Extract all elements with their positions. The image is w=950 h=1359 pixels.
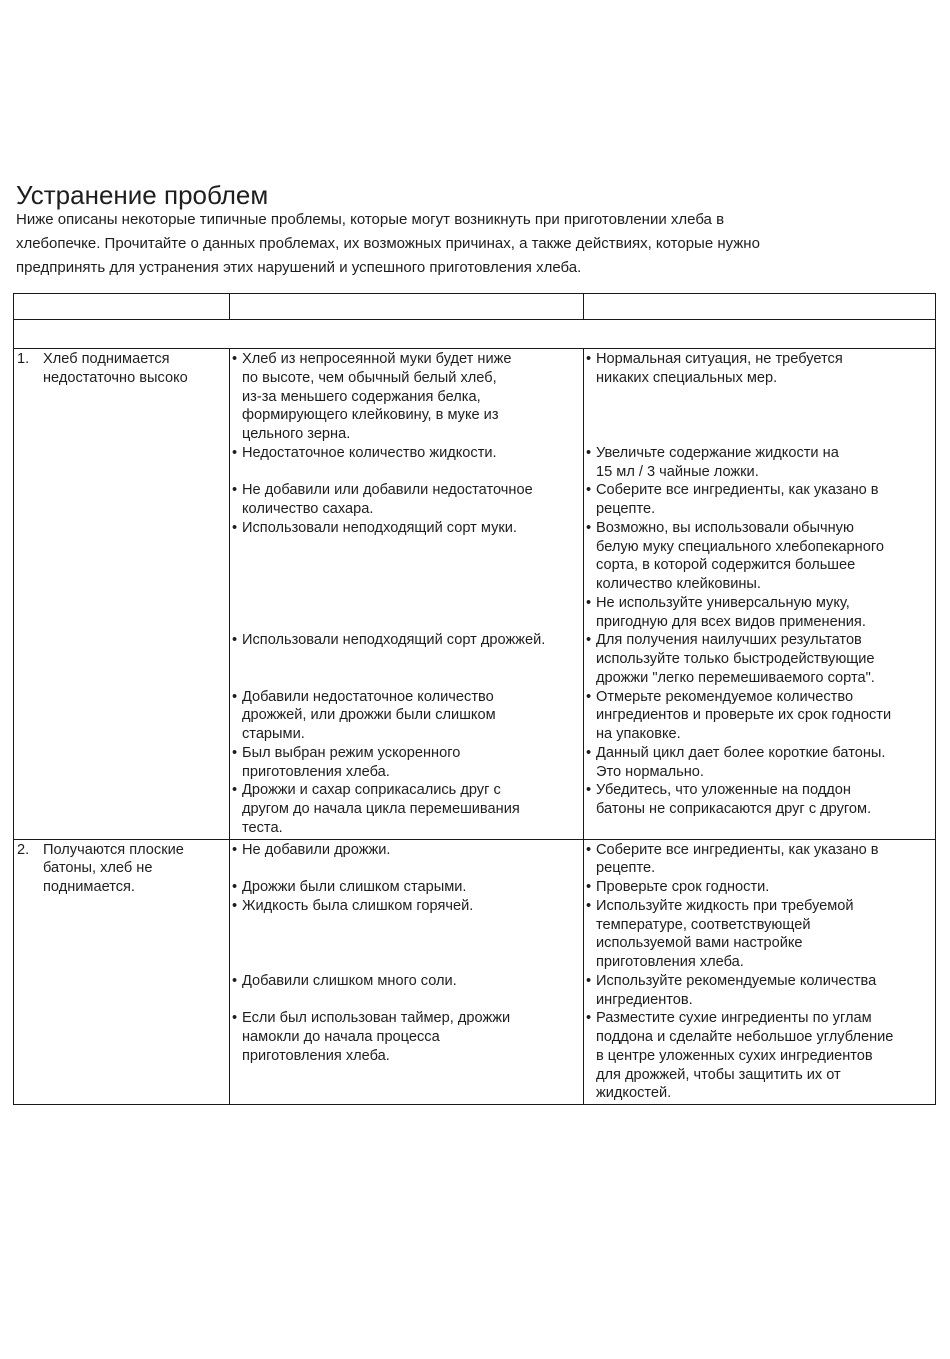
intro-line: предпринять для устранения этих нарушений и успешного приготовления хлеба.	[16, 259, 582, 276]
bullet: •	[232, 897, 238, 914]
item-text	[596, 631, 935, 687]
item-text	[242, 519, 583, 538]
item-text	[242, 744, 583, 782]
cause-item	[232, 972, 583, 991]
solution-item	[586, 781, 935, 819]
item-text	[596, 781, 935, 819]
bullet: •	[586, 972, 592, 989]
item-text	[596, 594, 935, 632]
bullet: •	[586, 632, 592, 649]
item-text	[596, 744, 935, 782]
table-row	[14, 349, 936, 840]
bullet: •	[586, 482, 592, 499]
bullet: •	[586, 897, 592, 914]
item-line: Использовали неподходящий сорт дрожжей.	[242, 632, 546, 649]
solution-item	[586, 594, 935, 632]
table-section-row	[14, 320, 936, 349]
item-line: приготовления хлеба.	[596, 954, 744, 970]
item-line: используемой вами настройке	[596, 935, 803, 952]
cause-item	[232, 481, 583, 519]
spacer	[232, 650, 583, 688]
item-line: Это нормально.	[596, 763, 704, 780]
item-text	[242, 631, 583, 650]
intro-line: хлебопечке. Прочитайте о данных проблемах, их возможных причинах, а также действиях, которые нужно	[16, 235, 760, 252]
item-line: Не добавили или добавили недостаточное	[242, 482, 533, 499]
solution-item	[586, 841, 935, 879]
bullet: •	[586, 879, 592, 895]
item-line: на упаковке.	[596, 726, 681, 742]
solution-item	[586, 972, 935, 1010]
bullet: •	[232, 841, 238, 858]
problem-text	[43, 350, 229, 388]
spacer	[232, 538, 583, 632]
bullet: •	[232, 444, 238, 461]
item-text	[596, 897, 935, 972]
solution-item	[586, 688, 935, 744]
bullet: •	[586, 594, 592, 611]
item-line: Возможно, вы использовали обычную	[596, 519, 854, 536]
item-line: Дрожжи и сахар соприкасались друг с	[242, 782, 501, 799]
item-line: в центре уложенных сухих ингредиентов	[596, 1047, 873, 1064]
cause-item	[232, 897, 583, 916]
bullet: •	[586, 744, 592, 761]
item-text	[242, 481, 583, 519]
item-line: Не используйте универсальную муку,	[596, 594, 850, 611]
item-line: формирующего клейковину, в муке из	[242, 407, 499, 424]
bullet: •	[232, 1010, 238, 1027]
intro-paragraph	[16, 208, 931, 280]
item-text	[242, 1009, 583, 1065]
cause-item	[232, 444, 583, 463]
bullet: •	[232, 519, 238, 536]
bullet: •	[232, 782, 238, 799]
bullet: •	[586, 519, 592, 536]
item-line: поддона и сделайте небольшое углубление	[596, 1029, 894, 1045]
cause-item	[232, 350, 583, 444]
item-line: Использовали неподходящий сорт муки.	[242, 519, 517, 536]
problem-line: недостаточно высоко	[43, 369, 188, 386]
item-line: Добавили слишком много соли.	[242, 972, 457, 989]
solutions-cell	[584, 839, 936, 1105]
item-text	[242, 781, 583, 837]
item-line: белую муку специального хлебопекарного	[596, 538, 884, 555]
header-cell-solution	[584, 294, 936, 320]
item-line: пригодную для всех видов применения.	[596, 613, 866, 630]
problem-number: 1.	[17, 351, 30, 367]
item-text	[242, 841, 583, 860]
item-line: Для получения наилучших результатов	[596, 632, 862, 649]
spacer	[586, 388, 935, 444]
item-line: Отмерьте рекомендуемое количество	[596, 688, 854, 705]
cause-item	[232, 1009, 583, 1065]
item-line: по высоте, чем обычный белый хлеб,	[242, 369, 497, 386]
bullet: •	[232, 972, 238, 989]
item-line: теста.	[242, 819, 283, 836]
item-line: ингредиентов и проверьте их срок годности	[596, 707, 892, 724]
cause-item	[232, 744, 583, 782]
bullet: •	[232, 688, 238, 705]
problem	[17, 350, 229, 388]
cause-item	[232, 841, 583, 860]
bullet: •	[586, 351, 592, 367]
item-text	[596, 688, 935, 744]
item-line: Дрожжи были слишком старыми.	[242, 879, 467, 895]
cause-item	[232, 781, 583, 837]
item-line: приготовления хлеба.	[242, 763, 390, 780]
spacer	[232, 463, 583, 482]
item-line: Не добавили дрожжи.	[242, 841, 391, 858]
item-line: ингредиентов.	[596, 991, 693, 1008]
item-line: никаких специальных мер.	[596, 369, 778, 386]
item-line: для дрожжей, чтобы защитить их от	[596, 1066, 841, 1083]
bullet: •	[586, 688, 592, 705]
solution-item	[586, 519, 935, 594]
spacer	[232, 991, 583, 1010]
item-line: старыми.	[242, 726, 305, 742]
item-text	[242, 897, 583, 916]
item-line: используйте только быстродействующие	[596, 651, 875, 667]
header-cell-cause	[230, 294, 584, 320]
solution-item	[586, 444, 935, 482]
causes-cell	[230, 839, 584, 1105]
problem	[17, 841, 229, 897]
item-line: Данный цикл дает более короткие батоны.	[596, 744, 886, 761]
item-text	[596, 841, 935, 879]
solution-item	[586, 897, 935, 972]
problem-line: Получаются плоские	[43, 841, 184, 858]
item-line: 15 мл / 3 чайные ложки.	[596, 463, 759, 480]
table-header-row	[14, 294, 936, 320]
spacer	[232, 916, 583, 972]
problem-line: Хлеб поднимается	[43, 351, 170, 367]
item-line: Убедитесь, что уложенные на поддон	[596, 782, 851, 799]
item-text	[242, 444, 583, 463]
item-line: Если был использован таймер, дрожжи	[242, 1010, 511, 1027]
item-line: рецепте.	[596, 501, 656, 517]
solution-item	[586, 744, 935, 782]
problem-line: поднимается.	[43, 879, 135, 895]
header-cell-problem	[14, 294, 230, 320]
solution-item	[586, 481, 935, 519]
item-line: Проверьте срок годности.	[596, 879, 770, 895]
item-text	[242, 878, 583, 897]
bullet: •	[232, 744, 238, 761]
item-line: Соберите все ингредиенты, как указано в	[596, 482, 879, 499]
item-line: цельного зерна.	[242, 426, 351, 442]
cause-item	[232, 688, 583, 744]
item-line: батоны не соприкасаются друг с другом.	[596, 801, 872, 817]
solution-item	[586, 350, 935, 388]
item-line: Используйте жидкость при требуемой	[596, 897, 854, 914]
item-line: приготовления хлеба.	[242, 1047, 390, 1064]
problem-cell	[14, 839, 230, 1105]
item-line: количество клейковины.	[596, 576, 761, 592]
item-line: из-за меньшего содержания белка,	[242, 388, 481, 405]
solution-item	[586, 1009, 935, 1103]
item-text	[596, 350, 935, 388]
cause-item	[232, 631, 583, 650]
item-text	[242, 972, 583, 991]
bullet: •	[586, 444, 592, 461]
bullet: •	[232, 632, 238, 649]
intro-line: Ниже описаны некоторые типичные проблемы, которые могут возникнуть при приготовлении хлеба в	[16, 211, 725, 228]
cause-item	[232, 878, 583, 897]
item-line: Разместите сухие ингредиенты по углам	[596, 1010, 872, 1027]
cause-item	[232, 519, 583, 538]
item-line: Соберите все ингредиенты, как указано в	[596, 841, 879, 858]
bullet: •	[586, 841, 592, 858]
item-line: Недостаточное количество жидкости.	[242, 444, 497, 461]
item-line: сорта, в которой содержится большее	[596, 557, 856, 574]
item-line: Хлеб из непросеянной муки будет ниже	[242, 351, 512, 367]
item-line: Используйте рекомендуемые количества	[596, 972, 877, 989]
item-text	[596, 972, 935, 1010]
item-text	[242, 350, 583, 444]
item-text	[596, 878, 935, 897]
solution-item	[586, 878, 935, 897]
troubleshooting-table	[13, 293, 936, 1105]
item-line: дрожжи "легко перемешиваемого сорта".	[596, 669, 875, 686]
item-line: Добавили недостаточное количество	[242, 688, 494, 705]
table-row	[14, 839, 936, 1105]
solution-item	[586, 631, 935, 687]
item-line: другом до начала цикла перемешивания	[242, 801, 520, 817]
bullet: •	[586, 782, 592, 799]
page-title: Устранение проблем	[16, 180, 269, 211]
item-line: количество сахара.	[242, 501, 374, 517]
spacer	[232, 859, 583, 878]
problem-text	[43, 841, 229, 897]
bullet: •	[586, 1010, 592, 1027]
bullet: •	[232, 879, 238, 895]
item-text	[242, 688, 583, 744]
item-line: рецепте.	[596, 860, 656, 877]
item-line: жидкостей.	[596, 1085, 672, 1102]
causes-cell	[230, 349, 584, 840]
item-line: Нормальная ситуация, не требуется	[596, 351, 843, 367]
item-line: Увеличьте содержание жидкости на	[596, 444, 839, 461]
problem-line: батоны, хлеб не	[43, 860, 153, 877]
item-text	[596, 1009, 935, 1103]
problem-number: 2.	[17, 841, 30, 858]
item-text	[596, 519, 935, 594]
item-line: Был выбран режим ускоренного	[242, 744, 461, 761]
problem-cell	[14, 349, 230, 840]
bullet: •	[232, 351, 238, 367]
item-text	[596, 481, 935, 519]
item-line: Жидкость была слишком горячей.	[242, 897, 474, 914]
item-line: дрожжей, или дрожжи были слишком	[242, 707, 496, 724]
item-text	[596, 444, 935, 482]
item-line: намокли до начала процесса	[242, 1029, 440, 1045]
solutions-cell	[584, 349, 936, 840]
item-line: температуре, соответствующей	[596, 916, 811, 933]
bullet: •	[232, 482, 238, 499]
section-cell	[14, 320, 936, 349]
